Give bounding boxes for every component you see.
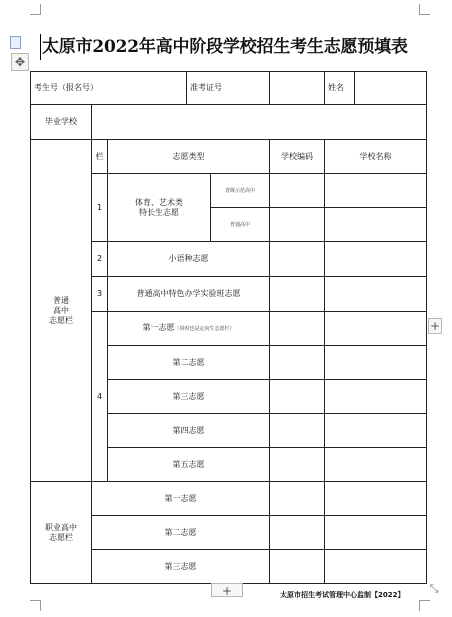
specialty-choice-label: 体育、艺术类 特长生志愿 [108, 174, 211, 242]
school-code-field[interactable] [270, 448, 325, 482]
add-row-button[interactable] [211, 583, 243, 597]
row-number: 3 [92, 277, 108, 312]
graduation-school-field[interactable] [92, 105, 427, 140]
fifth-choice-label: 第五志愿 [108, 448, 270, 482]
name-label: 姓名 [325, 72, 355, 105]
school-name-field[interactable] [325, 346, 427, 380]
school-code-field[interactable] [270, 346, 325, 380]
issuer-footer: 太原市招生考试管理中心监制【2022】 [280, 591, 405, 599]
school-name-field[interactable] [325, 380, 427, 414]
school-code-field[interactable] [270, 380, 325, 414]
doc-icon [10, 36, 21, 49]
school-name-field[interactable] [325, 312, 427, 346]
school-name-field[interactable] [325, 448, 427, 482]
document-title[interactable]: 太原市2022年高中阶段学校招生考生志愿预填表 [42, 37, 408, 57]
graduation-school-label: 毕业学校 [31, 105, 92, 140]
third-choice-label: 第三志愿 [108, 380, 270, 414]
school-name-field[interactable] [325, 550, 427, 584]
admission-number-label: 准考证号 [187, 72, 270, 105]
col-number-header: 栏 [92, 140, 108, 174]
header-row [31, 72, 427, 105]
school-code-field[interactable] [270, 208, 325, 242]
school-code-field[interactable] [270, 516, 325, 550]
table-move-handle[interactable] [11, 53, 29, 71]
row-number: 4 [92, 312, 108, 482]
school-code-field[interactable] [270, 414, 325, 448]
column-header-row [31, 140, 427, 174]
school-name-field[interactable] [325, 277, 427, 312]
resize-icon[interactable]: ⤡ [429, 582, 439, 595]
school-name-field[interactable] [325, 414, 427, 448]
table-row [31, 482, 427, 516]
school-name-field[interactable] [325, 516, 427, 550]
school-name-header: 学校名称 [325, 140, 427, 174]
fourth-choice-label: 第四志愿 [108, 414, 270, 448]
admission-number-field[interactable] [270, 72, 325, 105]
school-code-header: 学校编码 [270, 140, 325, 174]
plus-icon: + [429, 319, 441, 333]
first-choice-text: 第一志愿 [142, 323, 175, 332]
page-corner-mark [30, 600, 41, 611]
general-section-label: 普通 高中 志愿栏 [31, 140, 92, 482]
exam-number-label: 考生号（报名号） [31, 72, 187, 105]
special-class-choice-label: 普通高中特色办学实验班志愿 [108, 277, 270, 312]
provincial-school-label: 省级示范高中 [211, 174, 270, 208]
page-corner-mark [419, 4, 430, 15]
school-name-field[interactable] [325, 208, 427, 242]
first-choice-label [108, 312, 270, 346]
row-number: 2 [92, 242, 108, 277]
name-field[interactable] [355, 72, 427, 105]
vocational-first-choice-label: 第一志愿 [92, 482, 270, 516]
vocational-third-choice-label: 第三志愿 [92, 550, 270, 584]
school-code-field[interactable] [270, 550, 325, 584]
school-code-field[interactable] [270, 482, 325, 516]
choice-type-header: 志愿类型 [108, 140, 270, 174]
row-number: 1 [92, 174, 108, 242]
minor-language-choice-label: 小语种志愿 [108, 242, 270, 277]
text-cursor [40, 34, 41, 60]
school-code-field[interactable] [270, 174, 325, 208]
add-column-button[interactable] [428, 318, 442, 334]
graduation-school-row [31, 105, 427, 140]
vocational-second-choice-label: 第二志愿 [92, 516, 270, 550]
application-form-table[interactable] [30, 71, 427, 584]
page-corner-mark [30, 4, 41, 15]
second-choice-label: 第二志愿 [108, 346, 270, 380]
school-code-field[interactable] [270, 312, 325, 346]
page-corner-mark [419, 600, 430, 611]
school-name-field[interactable] [325, 482, 427, 516]
plus-icon: + [221, 584, 233, 598]
first-choice-note: （同时也是定向生志愿栏） [174, 326, 235, 332]
vocational-section-label: 职业高中 志愿栏 [31, 482, 92, 584]
ordinary-school-label: 普通高中 [211, 208, 270, 242]
school-name-field[interactable] [325, 242, 427, 277]
school-code-field[interactable] [270, 242, 325, 277]
move-icon: ✥ [14, 55, 26, 69]
school-code-field[interactable] [270, 277, 325, 312]
school-name-field[interactable] [325, 174, 427, 208]
